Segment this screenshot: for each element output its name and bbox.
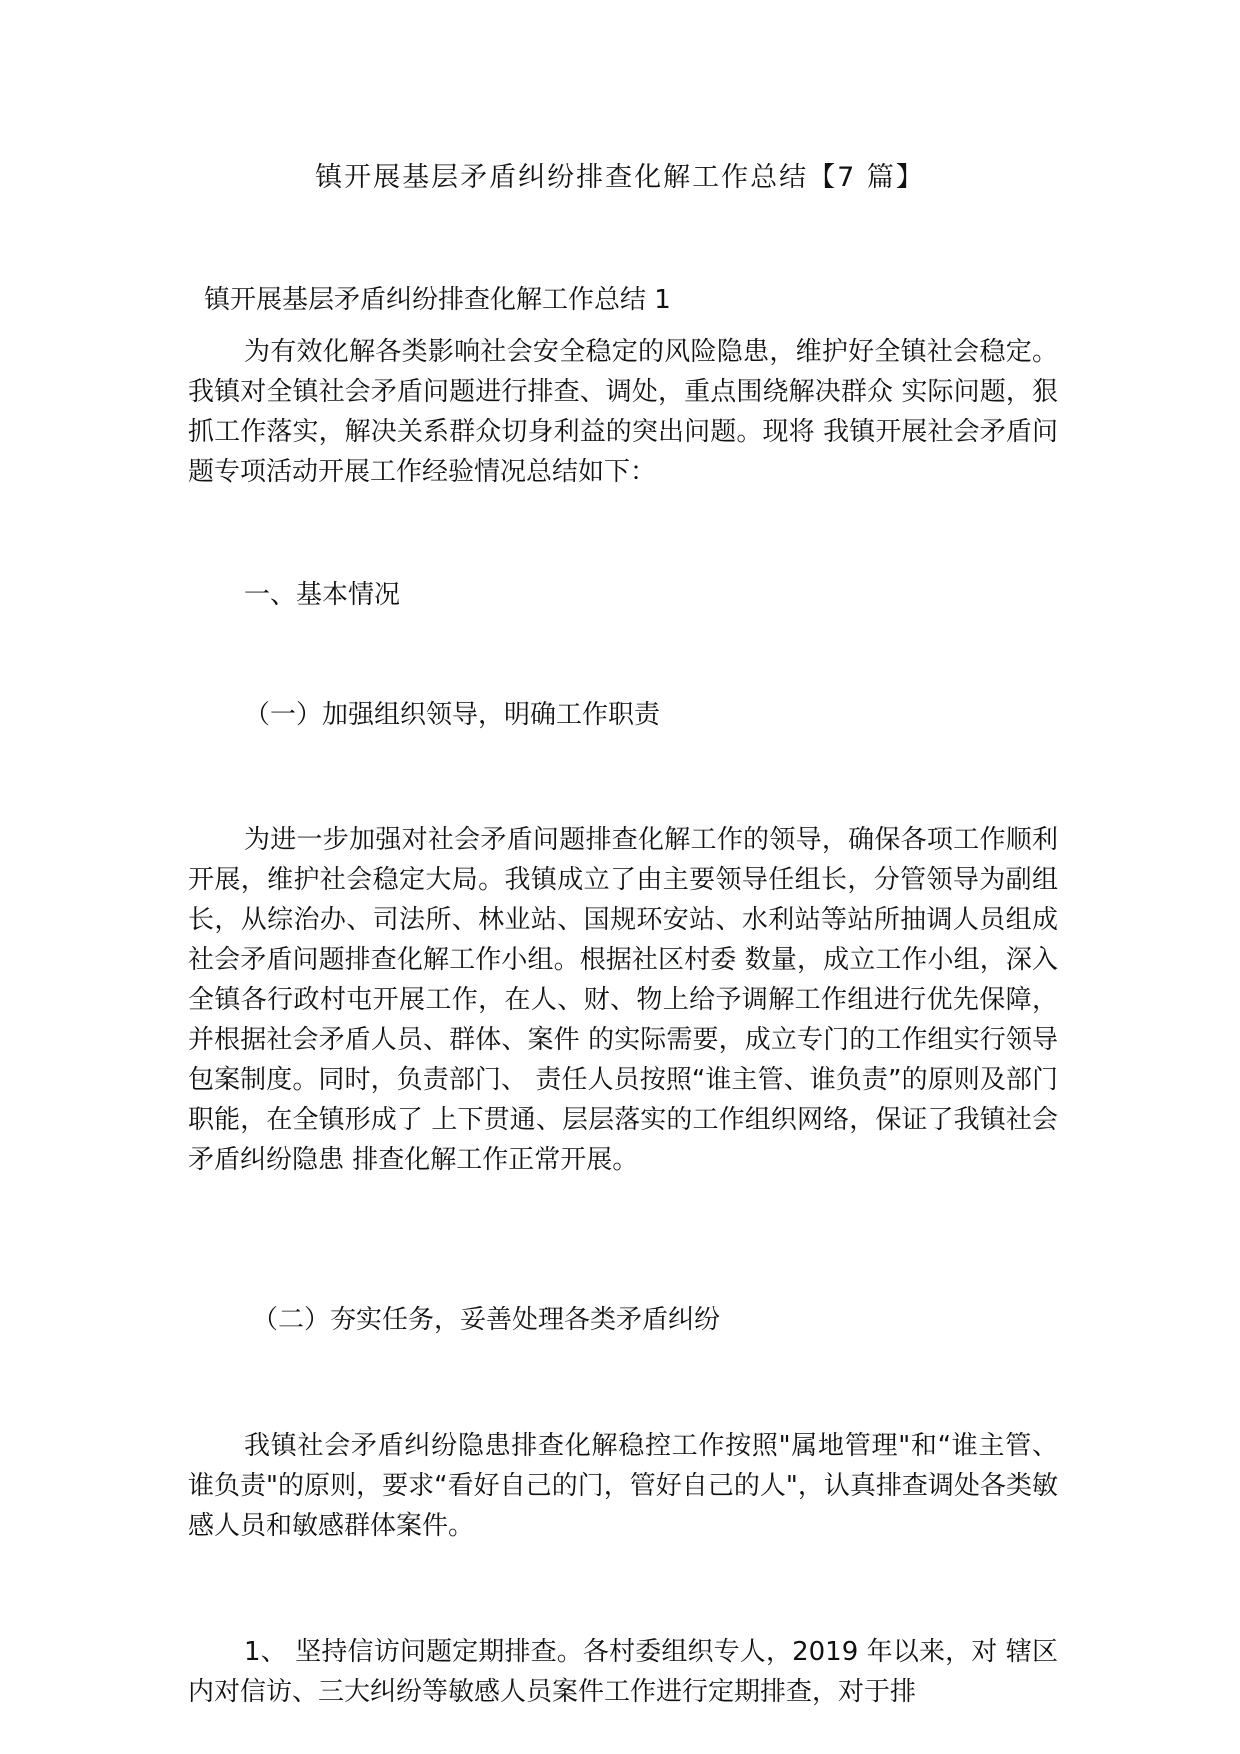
heading-basic-situation: 一、基本情况 bbox=[244, 580, 401, 610]
heading-organization: （一）加强组织领导，明确工作职责 bbox=[244, 700, 661, 730]
section-title: 镇开展基层矛盾纠纷排查化解工作总结 1 bbox=[204, 285, 671, 315]
tasks-paragraph: 我镇社会矛盾纠纷隐患排查化解稳控工作按照"属地管理"和“谁主管、谁负责"的原则，要求“看好自己的门，管好自己的人"，认真排查调处各类敏感人员和敏感群体案件。 bbox=[188, 1431, 1058, 1541]
intro-paragraph: 为有效化解各类影响社会安全稳定的风险隐患，维护好全镇社会稳定。我镇对全镇社会矛盾问题进行排查、调处，重点围绕解决群众 实际问题，狠抓工作落实，解决关系群众切身利益的突出问题。现将 我镇开展社会矛盾问题专项活动开展工作经验情况总结如下： bbox=[188, 337, 1058, 487]
organization-paragraph: 为进一步加强对社会矛盾问题排查化解工作的领导，确保各项工作顺利开展，维护社会稳定大局。我镇成立了由主要领导任组长，分管领导为副组长，从综治办、司法所、林业站、国规环安站、水利站等站所抽调人员组成社会矛盾问题排查化解工作小组。根据社区村委 数量，成立工作小组，深入全镇各行政村屯开展工作，在人、财、物上给予调解工作组进行优先保障，并根据社会矛盾人员、群体、案件 的实际需要，成立专门的工作组实行领导包案制度。同时，负责部门、 责任人员按照“谁主管、谁负责”的原则及部门职能，在全镇形成了 上下贯通、层层落实的工作组织网络，保证了我镇社会矛盾纠纷隐患 排查化解工作正常开展。 bbox=[188, 825, 1058, 1175]
heading-tasks: （二）夯实任务，妥善处理各类矛盾纠纷 bbox=[252, 1305, 721, 1335]
petition-paragraph: 1、 坚持信访问题定期排查。各村委组织专人，2019 年以来，对 辖区内对信访、三大纠纷等敏感人员案件工作进行定期排查，对于排 bbox=[188, 1637, 1058, 1707]
document-title: 镇开展基层矛盾纠纷排查化解工作总结【7 篇】 bbox=[315, 162, 925, 193]
